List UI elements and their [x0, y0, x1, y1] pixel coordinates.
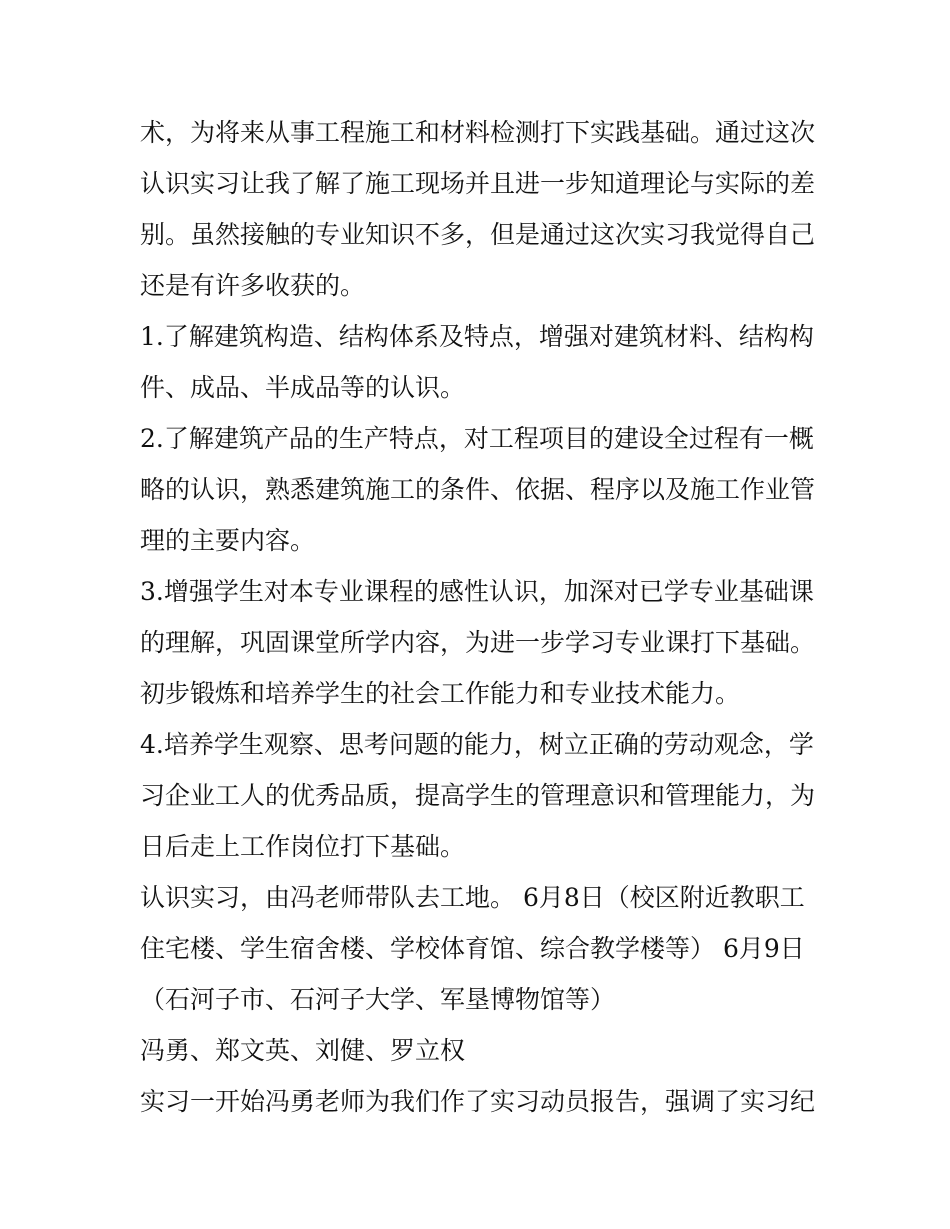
text-line: 认识实习让我了解了施工现场并且进一步知道理论与实际的差 — [140, 169, 816, 198]
text-line: 冯勇、郑文英、刘健、罗立权 — [140, 1036, 466, 1065]
text-line: 1.了解建筑构造、结构体系及特点，增强对建筑材料、结构构 — [140, 322, 814, 351]
text-line: （石河子市、石河子大学、军垦博物馆等） — [140, 985, 616, 1014]
text-line: 3.增强学生对本专业课程的感性认识，加深对已学专业基础课 — [140, 577, 814, 606]
text-line: 别。虽然接触的专业知识不多，但是通过这次实习我觉得自己 — [140, 220, 816, 249]
text-line: 2.了解建筑产品的生产特点，对工程项目的建设全过程有一概 — [140, 424, 814, 453]
text-line: 习企业工人的优秀品质，提高学生的管理意识和管理能力，为 — [140, 781, 816, 810]
text-line: 认识实习，由冯老师带队去工地。 6月8日（校区附近教职工 — [140, 883, 805, 912]
text-line: 件、成品、半成品等的认识。 — [140, 373, 466, 402]
text-line: 4.培养学生观察、思考问题的能力，树立正确的劳动观念，学 — [140, 730, 814, 759]
text-line: 略的认识，熟悉建筑施工的条件、依据、程序以及施工作业管 — [140, 475, 816, 504]
text-line: 术，为将来从事工程施工和材料检测打下实践基础。通过这次 — [140, 118, 816, 147]
text-line: 实习一开始冯勇老师为我们作了实习动员报告，强调了实习纪 — [140, 1087, 816, 1116]
text-line: 还是有许多收获的。 — [140, 271, 366, 300]
document-body — [140, 107, 820, 1127]
text-line: 的理解，巩固课堂所学内容，为进一步学习专业课打下基础。 — [140, 628, 816, 657]
text-line: 住宅楼、学生宿舍楼、学校体育馆、综合教学楼等） 6月9日 — [140, 934, 805, 963]
text-line: 理的主要内容。 — [140, 526, 316, 555]
text-line: 初步锻炼和培养学生的社会工作能力和专业技术能力。 — [140, 679, 741, 708]
text-line: 日后走上工作岗位打下基础。 — [140, 832, 466, 861]
